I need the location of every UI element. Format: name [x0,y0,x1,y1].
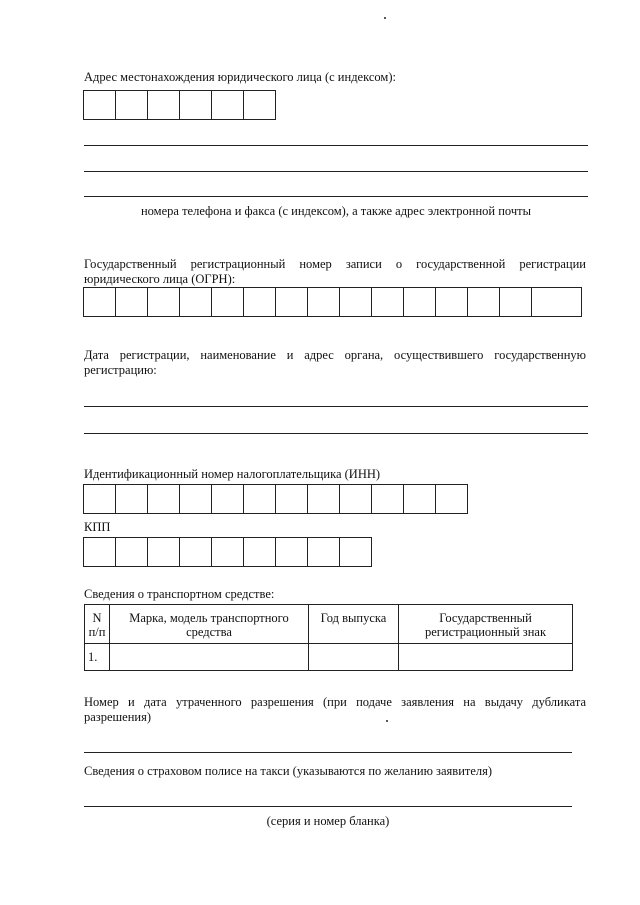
inn-box[interactable] [340,485,372,513]
ogrn-box[interactable] [436,288,468,316]
postal-code-box[interactable] [148,91,180,119]
insurance-label: Сведения о страховом полисе на такси (указываются по желанию заявителя) [84,764,493,778]
ogrn-box[interactable] [532,288,582,316]
inn-box[interactable] [212,485,244,513]
ogrn-box[interactable] [468,288,500,316]
kpp-box[interactable] [212,538,244,566]
ogrn-box[interactable] [404,288,436,316]
kpp-box[interactable] [84,538,116,566]
registration-line[interactable] [84,433,588,434]
kpp-box[interactable] [244,538,276,566]
registration-label-line1: Дата регистрации, наименование и адрес органа, осуществившего государственную [84,348,586,362]
vehicle-cell-plate[interactable] [399,644,573,671]
ogrn-box[interactable] [148,288,180,316]
vehicle-table [84,604,573,671]
ogrn-box[interactable] [180,288,212,316]
inn-box[interactable] [372,485,404,513]
ogrn-boxes[interactable] [83,287,582,317]
lost-permit-label-line2: разрешения) [84,710,151,724]
insurance-line[interactable] [84,806,572,807]
address-line[interactable] [84,145,588,146]
inn-label: Идентификационный номер налогоплательщика (ИНН) [84,467,381,481]
postal-code-box[interactable] [212,91,244,119]
ogrn-label-line1: Государственный регистрационный номер записи о государственной регистрации [84,257,586,271]
kpp-box[interactable] [180,538,212,566]
contacts-line[interactable] [84,196,588,197]
inn-box[interactable] [404,485,436,513]
ogrn-box[interactable] [308,288,340,316]
inn-box[interactable] [308,485,340,513]
inn-box[interactable] [148,485,180,513]
inn-box[interactable] [116,485,148,513]
insurance-caption: (серия и номер бланка) [266,814,390,828]
vehicle-header-year: Год выпуска [309,605,399,644]
ogrn-box[interactable] [84,288,116,316]
inn-box[interactable] [244,485,276,513]
vehicle-header-plate: Государственный регистрационный знак [399,605,573,644]
lost-permit-line[interactable] [84,752,572,753]
kpp-box[interactable] [308,538,340,566]
ogrn-box[interactable] [212,288,244,316]
inn-box[interactable] [180,485,212,513]
scan-dot [386,720,388,722]
kpp-label: КПП [84,520,111,534]
kpp-boxes[interactable] [83,537,372,567]
inn-box[interactable] [276,485,308,513]
postal-code-box[interactable] [180,91,212,119]
address-line[interactable] [84,171,588,172]
ogrn-box[interactable] [500,288,532,316]
inn-box[interactable] [436,485,468,513]
vehicle-cell-model[interactable] [110,644,309,671]
scan-dot [384,17,386,19]
inn-box[interactable] [84,485,116,513]
vehicle-cell-year[interactable] [309,644,399,671]
vehicle-header-number: N п/п [85,605,110,644]
contacts-caption: номера телефона и факса (с индексом), а также адрес электронной почты [140,204,531,218]
vehicle-cell-number: 1. [85,644,110,671]
vehicle-label: Сведения о транспортном средстве: [84,587,275,601]
registration-line[interactable] [84,406,588,407]
registration-label-line2: регистрацию: [84,363,157,377]
lost-permit-label-line1: Номер и дата утраченного разрешения (при подаче заявления на выдачу дубликата [84,695,586,709]
ogrn-box[interactable] [340,288,372,316]
ogrn-box[interactable] [244,288,276,316]
postal-code-box[interactable] [116,91,148,119]
kpp-box[interactable] [340,538,372,566]
postal-code-box[interactable] [244,91,276,119]
postal-code-box[interactable] [84,91,116,119]
kpp-box[interactable] [116,538,148,566]
ogrn-box[interactable] [276,288,308,316]
kpp-box[interactable] [148,538,180,566]
postal-code-boxes[interactable] [83,90,276,120]
address-label: Адрес местонахождения юридического лица (с индексом): [84,70,396,84]
table-row [85,644,573,671]
vehicle-header-model: Марка, модель транспортного средства [110,605,309,644]
ogrn-label-line2: юридического лица (ОГРН): [84,272,236,286]
ogrn-box[interactable] [116,288,148,316]
ogrn-box[interactable] [372,288,404,316]
inn-boxes[interactable] [83,484,468,514]
kpp-box[interactable] [276,538,308,566]
